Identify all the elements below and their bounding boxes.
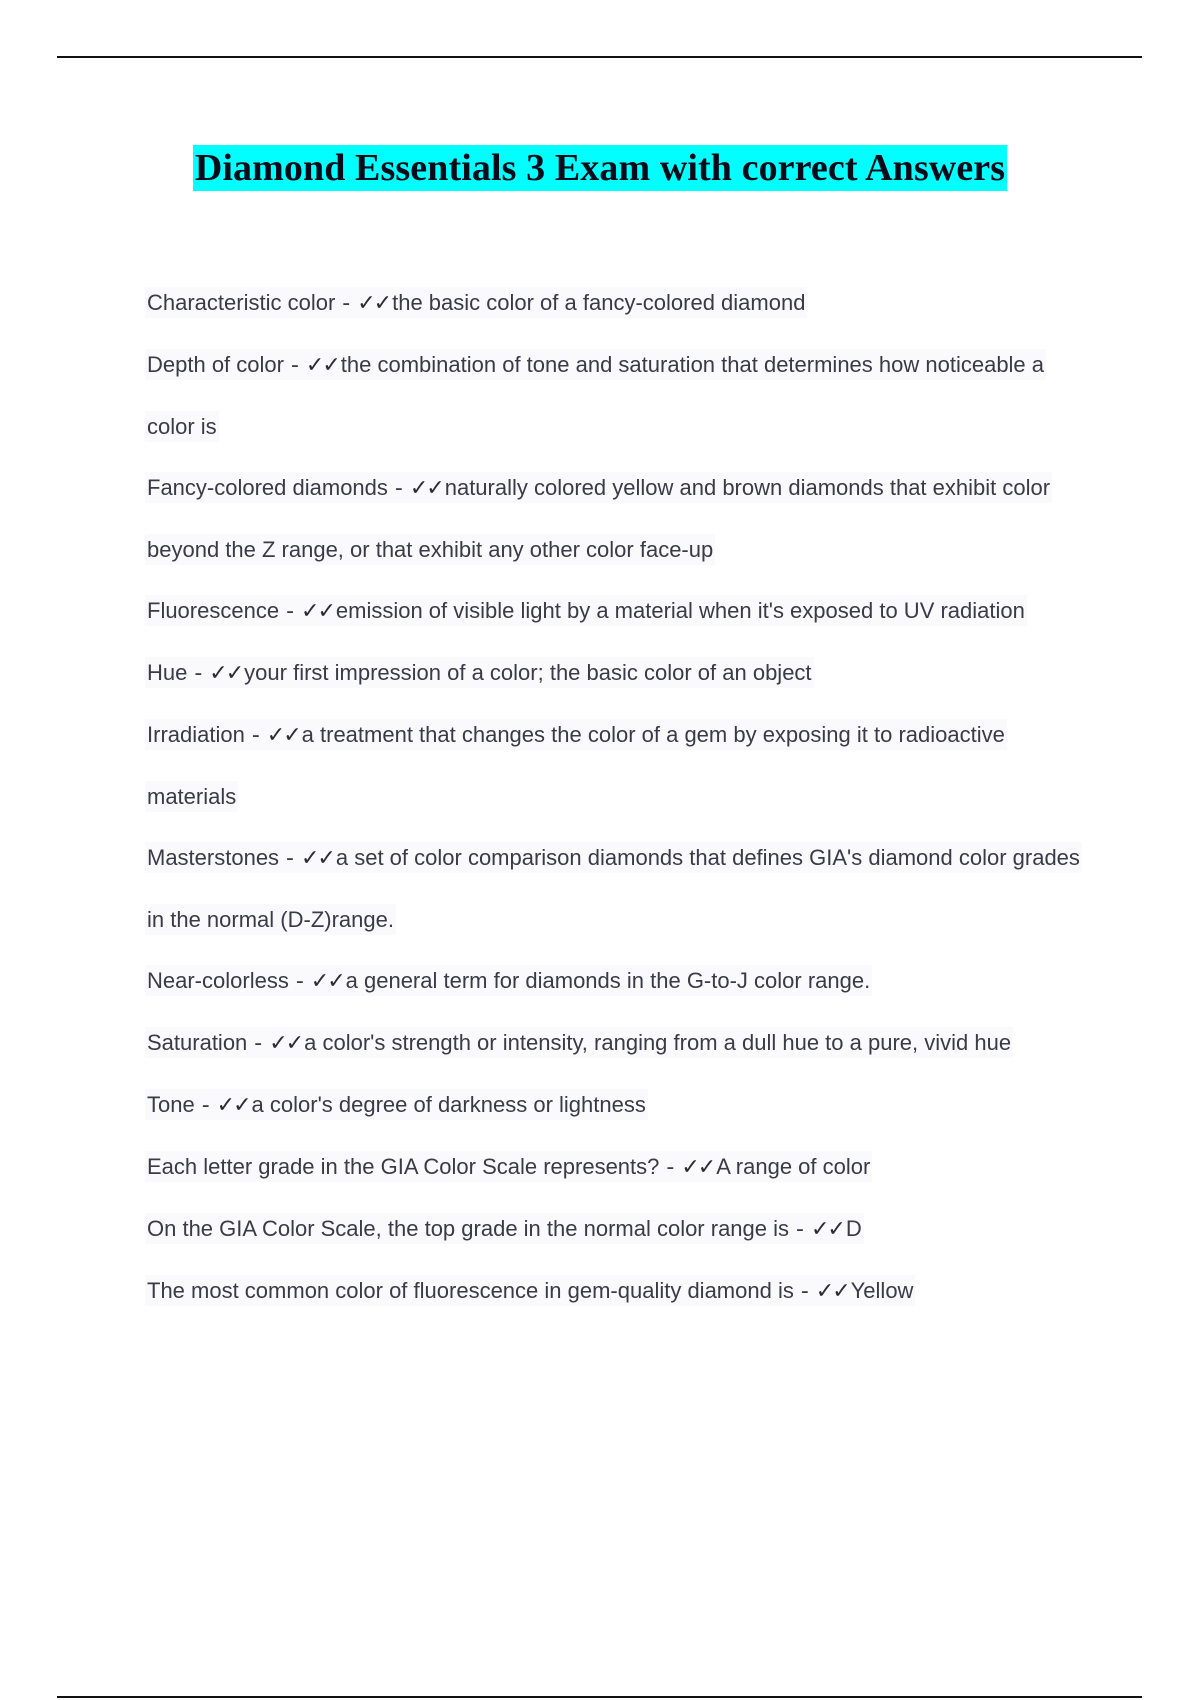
qa-separator: - xyxy=(283,353,306,378)
qa-separator: - xyxy=(335,291,358,316)
double-check-icon: ✓✓ xyxy=(269,1031,303,1056)
qa-term: Fancy-colored diamonds xyxy=(147,475,388,500)
qa-separator: - xyxy=(247,1031,270,1056)
qa-separator: - xyxy=(387,476,410,501)
qa-term: The most common color of fluorescence in gem-quality diamond is xyxy=(147,1278,794,1303)
qa-answer: D xyxy=(845,1216,862,1241)
qa-answer: a general term for diamonds in the G-to-J color range. xyxy=(345,968,871,993)
qa-term: Characteristic color xyxy=(147,290,336,315)
qa-text xyxy=(145,1027,1013,1058)
qa-answer: a treatment that changes the color of a gem by exposing it to radioactive materials xyxy=(147,722,1005,809)
qa-separator: - xyxy=(244,723,267,748)
qa-term: Tone xyxy=(147,1092,195,1117)
footer-rule xyxy=(57,1696,1142,1698)
qa-answer: A range of color xyxy=(716,1154,871,1179)
double-check-icon: ✓✓ xyxy=(301,599,334,624)
qa-term: Each letter grade in the GIA Color Scale represents? xyxy=(147,1154,660,1179)
qa-item-masterstones xyxy=(145,827,1095,950)
qa-item-tone xyxy=(145,1074,1095,1136)
qa-text xyxy=(145,1151,872,1182)
qa-item-depth-of-color xyxy=(145,334,1095,457)
qa-item-hue xyxy=(145,642,1095,704)
qa-item-letter-grade xyxy=(145,1136,1095,1198)
qa-item-fluorescence-color xyxy=(145,1260,1095,1322)
qa-answer: emission of visible light by a material when it's exposed to UV radiation xyxy=(335,598,1025,623)
qa-text xyxy=(145,719,1007,812)
title-container xyxy=(0,145,1200,191)
qa-text xyxy=(145,472,1052,565)
qa-answer: the combination of tone and saturation that determines how noticeable a color is xyxy=(147,352,1045,439)
qa-answer: your first impression of a color; the basic color of an object xyxy=(244,660,812,685)
qa-term: Depth of color xyxy=(147,352,284,377)
qa-item-fluorescence xyxy=(145,580,1095,642)
qa-item-top-grade xyxy=(145,1198,1095,1260)
double-check-icon: ✓✓ xyxy=(409,476,443,501)
qa-text xyxy=(145,349,1046,442)
qa-text xyxy=(145,287,807,318)
qa-answer: a set of color comparison diamonds that defines GIA's diamond color grades in the normal (D-Z)range. xyxy=(147,845,1080,932)
qa-separator: - xyxy=(288,969,311,994)
qa-answer: a color's degree of darkness or lightness xyxy=(251,1092,646,1117)
qa-text xyxy=(145,842,1082,935)
qa-text xyxy=(145,965,872,996)
qa-item-characteristic-color xyxy=(145,272,1095,334)
qa-answer: Yellow xyxy=(850,1278,914,1303)
qa-item-saturation xyxy=(145,1012,1095,1074)
qa-separator: - xyxy=(279,599,302,624)
double-check-icon: ✓✓ xyxy=(357,291,391,316)
qa-text xyxy=(145,657,814,688)
qa-text xyxy=(145,1275,915,1306)
qa-answer: a color's strength or intensity, ranging from a dull hue to a pure, vivid hue xyxy=(304,1030,1012,1055)
qa-term: Near-colorless xyxy=(147,968,289,993)
qa-term: Hue xyxy=(147,660,188,685)
qa-term: Masterstones xyxy=(147,845,280,870)
qa-text xyxy=(145,595,1027,626)
double-check-icon: ✓✓ xyxy=(810,1217,844,1242)
qa-term: Fluorescence xyxy=(147,598,280,623)
qa-term: On the GIA Color Scale, the top grade in the normal color range is xyxy=(147,1216,790,1241)
double-check-icon: ✓✓ xyxy=(305,353,339,378)
header-rule xyxy=(57,56,1142,58)
qa-separator: - xyxy=(187,661,210,686)
qa-separator: - xyxy=(279,846,301,871)
qa-item-irradiation xyxy=(145,704,1095,827)
qa-separator: - xyxy=(793,1279,816,1304)
qa-item-fancy-colored-diamonds xyxy=(145,457,1095,580)
double-check-icon: ✓✓ xyxy=(266,723,300,748)
qa-answer: naturally colored yellow and brown diamonds that exhibit color beyond the Z range, or that exhibit any other color face-up xyxy=(147,475,1051,562)
qa-text xyxy=(145,1089,648,1120)
qa-text xyxy=(145,1213,864,1244)
qa-item-near-colorless xyxy=(145,950,1095,1012)
double-check-icon: ✓✓ xyxy=(301,846,334,871)
double-check-icon: ✓✓ xyxy=(815,1279,849,1304)
qa-list xyxy=(145,272,1095,1322)
document-title: Diamond Essentials 3 Exam with correct Answers xyxy=(194,147,1006,189)
qa-term: Irradiation xyxy=(147,722,245,747)
qa-separator: - xyxy=(659,1155,682,1180)
qa-term: Saturation xyxy=(147,1030,248,1055)
double-check-icon: ✓✓ xyxy=(681,1155,715,1180)
qa-answer: the basic color of a fancy-colored diamond xyxy=(392,290,806,315)
double-check-icon: ✓✓ xyxy=(310,969,344,994)
double-check-icon: ✓✓ xyxy=(209,661,243,686)
double-check-icon: ✓✓ xyxy=(216,1093,250,1118)
qa-separator: - xyxy=(789,1217,811,1242)
qa-separator: - xyxy=(194,1093,217,1118)
